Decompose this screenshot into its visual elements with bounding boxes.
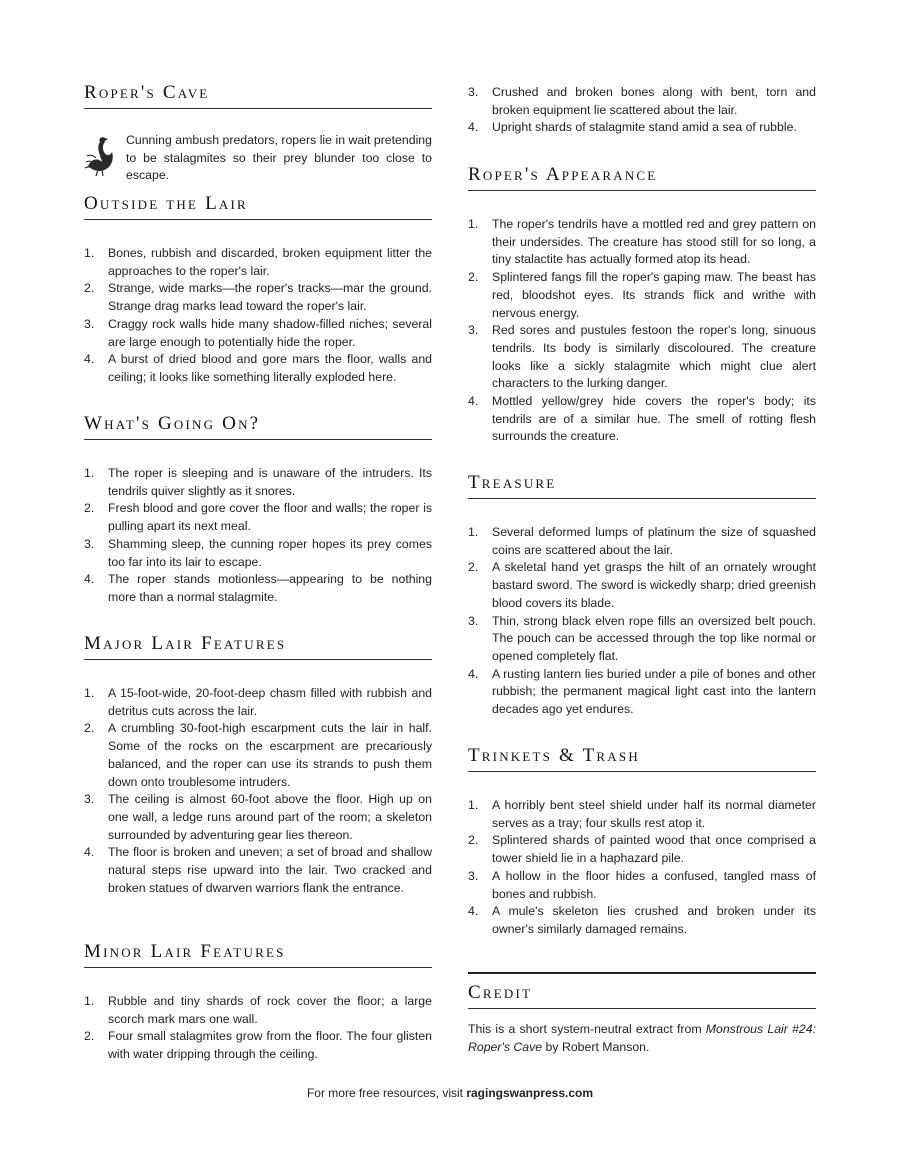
list-item <box>84 993 432 1028</box>
outside-lair-section <box>84 193 432 387</box>
list-item <box>468 797 816 832</box>
list-item <box>468 393 816 446</box>
credit-section <box>468 982 816 1056</box>
list-item-text: Strange, wide marks—the roper's tracks—mar the ground. Strange drag marks lead toward the roper's lair. <box>108 281 432 314</box>
section-title: Roper's Appearance <box>468 164 816 191</box>
list-item-number: 4. <box>468 904 479 919</box>
list-item <box>468 524 816 559</box>
page-title: Roper's Cave <box>84 82 432 109</box>
list-item-text: A rusting lantern lies buried under a pile of bones and other rubbish; the permanent magical light cast into the lantern decades ago yet endures. <box>492 666 816 717</box>
list-item-number: 1. <box>468 217 479 231</box>
list-item <box>84 316 432 351</box>
list-item <box>84 1028 432 1063</box>
list-item-number: 3. <box>468 613 479 628</box>
list-item-text: The roper stands motionless—appearing to be nothing more than a normal stalagmite. <box>108 572 432 604</box>
list-item-text: A 15-foot-wide, 20-foot-deep chasm filled with rubbish and detritus cuts across the lair. <box>108 686 432 718</box>
list-item <box>468 903 816 938</box>
list-item-number: 4. <box>468 666 479 681</box>
outside-lair-list <box>84 245 432 387</box>
footer <box>0 1086 900 1100</box>
list-item <box>468 322 816 393</box>
list-item <box>84 571 432 606</box>
list-item-text: Bones, rubbish and discarded, broken equipment litter the approaches to the roper's lair. <box>108 246 432 278</box>
list-item-text: The ceiling is almost 60-foot above the floor. High up on one wall, a ledge runs around part of the room; a skeleton surrounded by adventuring gear lies thereon. <box>108 792 432 842</box>
list-item-number: 1. <box>84 686 95 700</box>
list-item-number: 1. <box>84 246 95 260</box>
minor-lair-features-list-continued <box>468 84 816 137</box>
list-item <box>468 269 816 322</box>
list-item <box>84 844 432 897</box>
list-item-text: Thin, strong black elven rope fills an oversized belt pouch. The pouch can be accessed through the top like normal or opened completely flat. <box>492 613 816 663</box>
list-item-text: Four small stalagmites grow from the floor. The four glisten with water dripping through the ceiling. <box>108 1029 432 1062</box>
list-item-text: Rubble and tiny shards of rock cover the floor; a large scorch mark mars one wall. <box>108 994 432 1026</box>
list-item-number: 2. <box>84 501 95 516</box>
swan-logo-icon <box>84 136 118 176</box>
ropers-appearance-section <box>468 164 816 446</box>
list-item <box>468 119 816 137</box>
list-item-number: 3. <box>84 792 95 807</box>
list-item-text: A horribly bent steel shield under half its normal diameter serves as a tray; four skulls rest atop it. <box>492 798 816 830</box>
page-title-block <box>84 82 432 109</box>
list-item <box>84 465 432 500</box>
trinkets-trash-list <box>468 797 816 939</box>
list-item-text: A skeletal hand yet grasps the hilt of an ornately wrought bastard sword. The sword is wickedly sharp; dried greenish blood covers its blade. <box>492 560 816 610</box>
section-title: Trinkets & Trash <box>468 745 816 772</box>
list-item-text: Mottled yellow/grey hide covers the roper's body; its tendrils are of a similar hue. The smell of rotting flesh surrounds the creature. <box>492 394 816 444</box>
list-item-text: A mule's skeleton lies crushed and broken under its owner's similarly damaged remains. <box>492 904 816 936</box>
list-item-number: 4. <box>84 352 95 367</box>
list-item-number: 1. <box>468 525 479 539</box>
section-title: Minor Lair Features <box>84 941 432 968</box>
list-item-number: 3. <box>468 85 479 99</box>
credit-suffix: by Robert Manson. <box>542 1039 650 1054</box>
whats-going-on-section <box>84 413 432 607</box>
treasure-section <box>468 472 816 719</box>
ropers-appearance-list <box>468 216 816 446</box>
list-item-text: A crumbling 30-foot-high escarpment cuts the lair in half. Some of the rocks on the escarpment are precariously balanced, and the roper can use its strands to push them down onto troublesome intruders. <box>108 721 432 789</box>
list-item <box>468 613 816 666</box>
list-item-number: 3. <box>84 316 95 331</box>
list-item-number: 2. <box>468 560 479 575</box>
list-item-text: The floor is broken and uneven; a set of broad and shallow natural steps rise upward into the lair. Two cracked and broken statues of dwarven warriors flank the entrance. <box>108 845 432 895</box>
list-item-number: 3. <box>468 868 479 883</box>
list-item <box>84 500 432 535</box>
list-item-number: 4. <box>468 394 479 409</box>
list-item-number: 2. <box>84 281 95 296</box>
list-item <box>84 280 432 315</box>
trinkets-trash-section <box>468 745 816 939</box>
section-title: Outside the Lair <box>84 193 432 220</box>
list-item-text: The roper is sleeping and is unaware of the intruders. Its tendrils quiver slightly as it snores. <box>108 466 432 498</box>
list-item-text: Fresh blood and gore cover the floor and walls; the roper is pulling apart its next meal. <box>108 501 432 534</box>
list-item-number: 2. <box>84 1029 95 1044</box>
list-item-text: Several deformed lumps of platinum the size of squashed coins are scattered about the lair. <box>492 525 816 557</box>
footer-link[interactable]: ragingswanpress.com <box>466 1086 594 1100</box>
list-item-number: 3. <box>468 323 479 338</box>
whats-going-on-list <box>84 465 432 607</box>
list-item <box>468 216 816 269</box>
credit-work-title: Monstrous Lair #24: Roper's Cave <box>468 1022 816 1054</box>
intro-text: Cunning ambush predators, ropers lie in wait pretending to be stalagmites so their prey blunder too close to escape. <box>126 133 432 183</box>
list-item-text: Red sores and pustules festoon the roper's long, sinuous tendrils. Its body is similarly discoloured. The creature looks like a sickly stalagmite which might clue alert characters to the lurking danger. <box>492 323 816 391</box>
list-item <box>84 791 432 844</box>
intro-block <box>84 132 432 184</box>
major-lair-features-section <box>84 633 432 897</box>
list-item-number: 1. <box>84 466 95 480</box>
list-item <box>84 245 432 280</box>
list-item-number: 2. <box>468 270 479 285</box>
section-title: What's Going On? <box>84 413 432 440</box>
credit-prefix: This is a short system-neutral extract from <box>468 1022 706 1036</box>
major-lair-features-list <box>84 685 432 897</box>
list-item <box>84 685 432 720</box>
list-item-text: A hollow in the floor hides a confused, tangled mass of bones and rubbish. <box>492 868 816 901</box>
list-item-text: Splintered shards of painted wood that once comprised a tower shield lie in a haphazard pile. <box>492 833 816 866</box>
minor-lair-features-continued <box>468 84 816 137</box>
list-item-text: The roper's tendrils have a mottled red and grey pattern on their undersides. The creature has stood still for so long, a tiny stalactite has actually formed atop its head. <box>492 217 816 267</box>
list-item <box>84 351 432 386</box>
list-item-text: A burst of dried blood and gore mars the floor, walls and ceiling; it looks like something literally exploded here. <box>108 352 432 384</box>
list-item <box>468 84 816 119</box>
minor-lair-features-section <box>84 941 432 1064</box>
footer-text: For more free resources, visit <box>306 1086 467 1100</box>
list-item <box>468 868 816 903</box>
list-item <box>84 536 432 571</box>
credit-divider <box>468 972 816 974</box>
credit-text <box>468 1021 816 1056</box>
list-item-number: 2. <box>468 833 479 848</box>
list-item-number: 1. <box>84 994 95 1008</box>
list-item-number: 3. <box>84 536 95 551</box>
list-item-text: Upright shards of stalagmite stand amid a sea of rubble. <box>492 120 797 135</box>
section-title: Treasure <box>468 472 816 499</box>
list-item-text: Craggy rock walls hide many shadow-filled niches; several are large enough to potentially hide the roper. <box>108 316 432 349</box>
list-item <box>468 666 816 719</box>
list-item <box>468 832 816 867</box>
list-item-text: Crushed and broken bones along with bent, torn and broken equipment lie scattered about the lair. <box>492 85 816 117</box>
list-item-number: 2. <box>84 721 95 736</box>
list-item <box>84 720 432 791</box>
minor-lair-features-list <box>84 993 432 1064</box>
section-title: Major Lair Features <box>84 633 432 660</box>
list-item <box>468 559 816 612</box>
list-item-text: Shamming sleep, the cunning roper hopes its prey comes too far into its lair to escape. <box>108 536 432 569</box>
list-item-number: 1. <box>468 798 479 812</box>
list-item-number: 4. <box>84 572 95 587</box>
list-item-text: Splintered fangs fill the roper's gaping maw. The beast has red, bloodshot eyes. Its strands flick and writhe with nervous energy. <box>492 270 816 320</box>
section-title: Credit <box>468 982 816 1009</box>
list-item-number: 4. <box>84 845 95 860</box>
list-item-number: 4. <box>468 120 479 135</box>
treasure-list <box>468 524 816 719</box>
